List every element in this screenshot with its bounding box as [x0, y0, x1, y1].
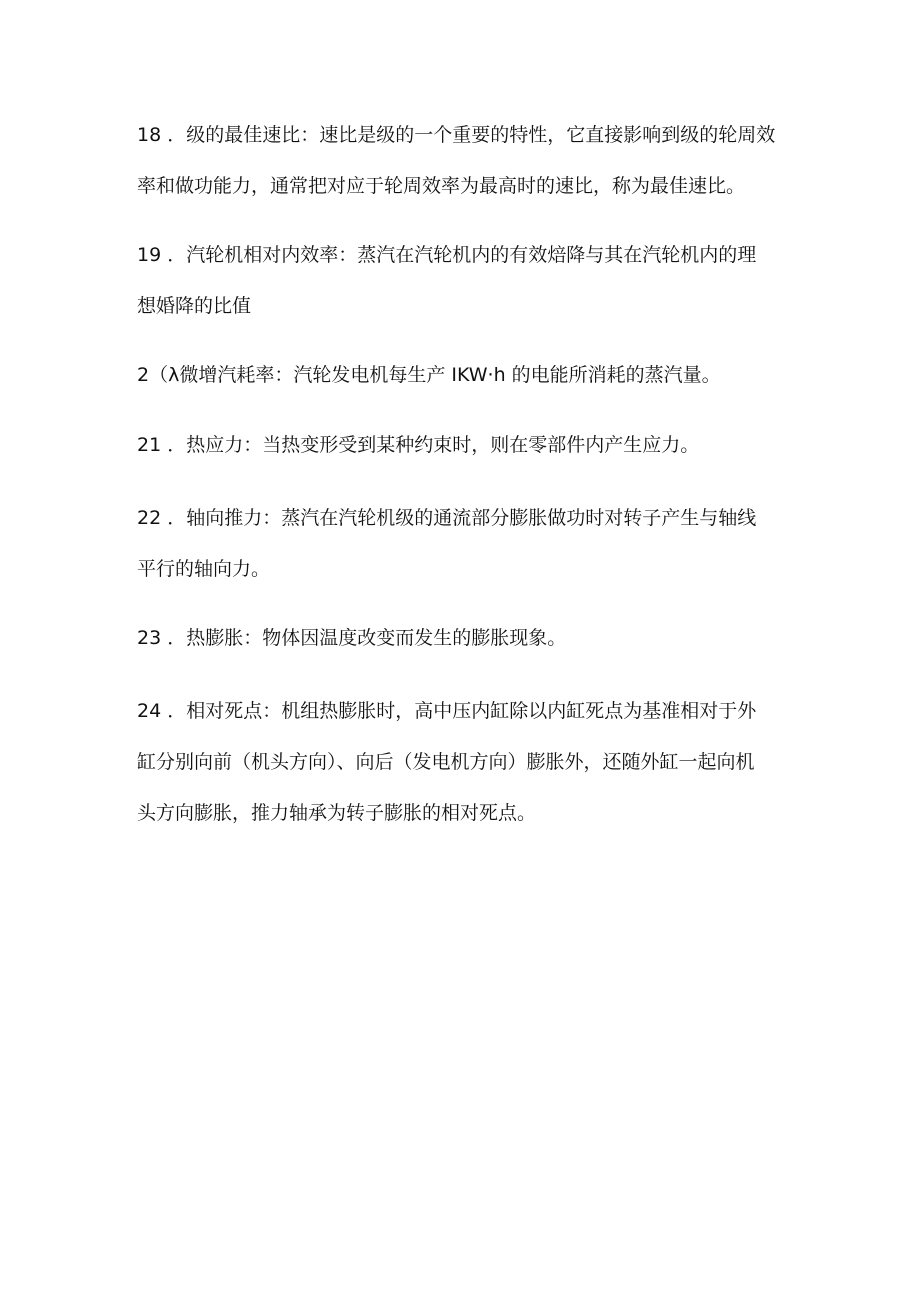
- definition-line: 22 ．轴向推力：蒸汽在汽轮机级的通流部分膨胀做功时对转子产生与轴线: [137, 507, 757, 529]
- definition-20-incremental-steam-rate: [137, 350, 807, 401]
- definition-18-optimal-velocity-ratio: [137, 110, 807, 212]
- definition-23-thermal-expansion: [137, 613, 807, 664]
- definition-22-axial-thrust: [137, 493, 807, 595]
- definition-line: 2（λ微增汽耗率：汽轮发电机每生产 IKW·h 的电能所消耗的蒸汽量。: [137, 364, 721, 386]
- definition-line: 21 ．热应力：当热变形受到某种约束时，则在零部件内产生应力。: [137, 434, 700, 456]
- definition-line: 19 ．汽轮机相对内效率：蒸汽在汽轮机内的有效焙降与其在汽轮机内的理: [137, 244, 757, 266]
- definition-19-relative-internal-efficiency: [137, 230, 807, 332]
- definition-line: 缸分别向前（机头方向）、向后（发电机方向）膨胀外，还随外缸一起向机: [137, 751, 755, 773]
- definition-line: 24 ．相对死点：机组热膨胀时，高中压内缸除以内缸死点为基准相对于外: [137, 700, 757, 722]
- definition-line: 想婚降的比值: [137, 295, 252, 317]
- definition-24-relative-dead-point: [137, 686, 807, 839]
- definition-line: 18 ．级的最佳速比：速比是级的一个重要的特性，它直接影响到级的轮周效: [137, 124, 776, 146]
- definition-line: 头方向膨胀，推力轴承为转子膨胀的相对死点。: [137, 802, 537, 824]
- definition-line: 23 ．热膨胀：物体因温度改变而发生的膨胀现象。: [137, 627, 567, 649]
- definition-line: 率和做功能力，通常把对应于轮周效率为最高时的速比，称为最佳速比。: [137, 175, 746, 197]
- definition-21-thermal-stress: [137, 420, 807, 471]
- definition-line: 平行的轴向力。: [137, 558, 271, 580]
